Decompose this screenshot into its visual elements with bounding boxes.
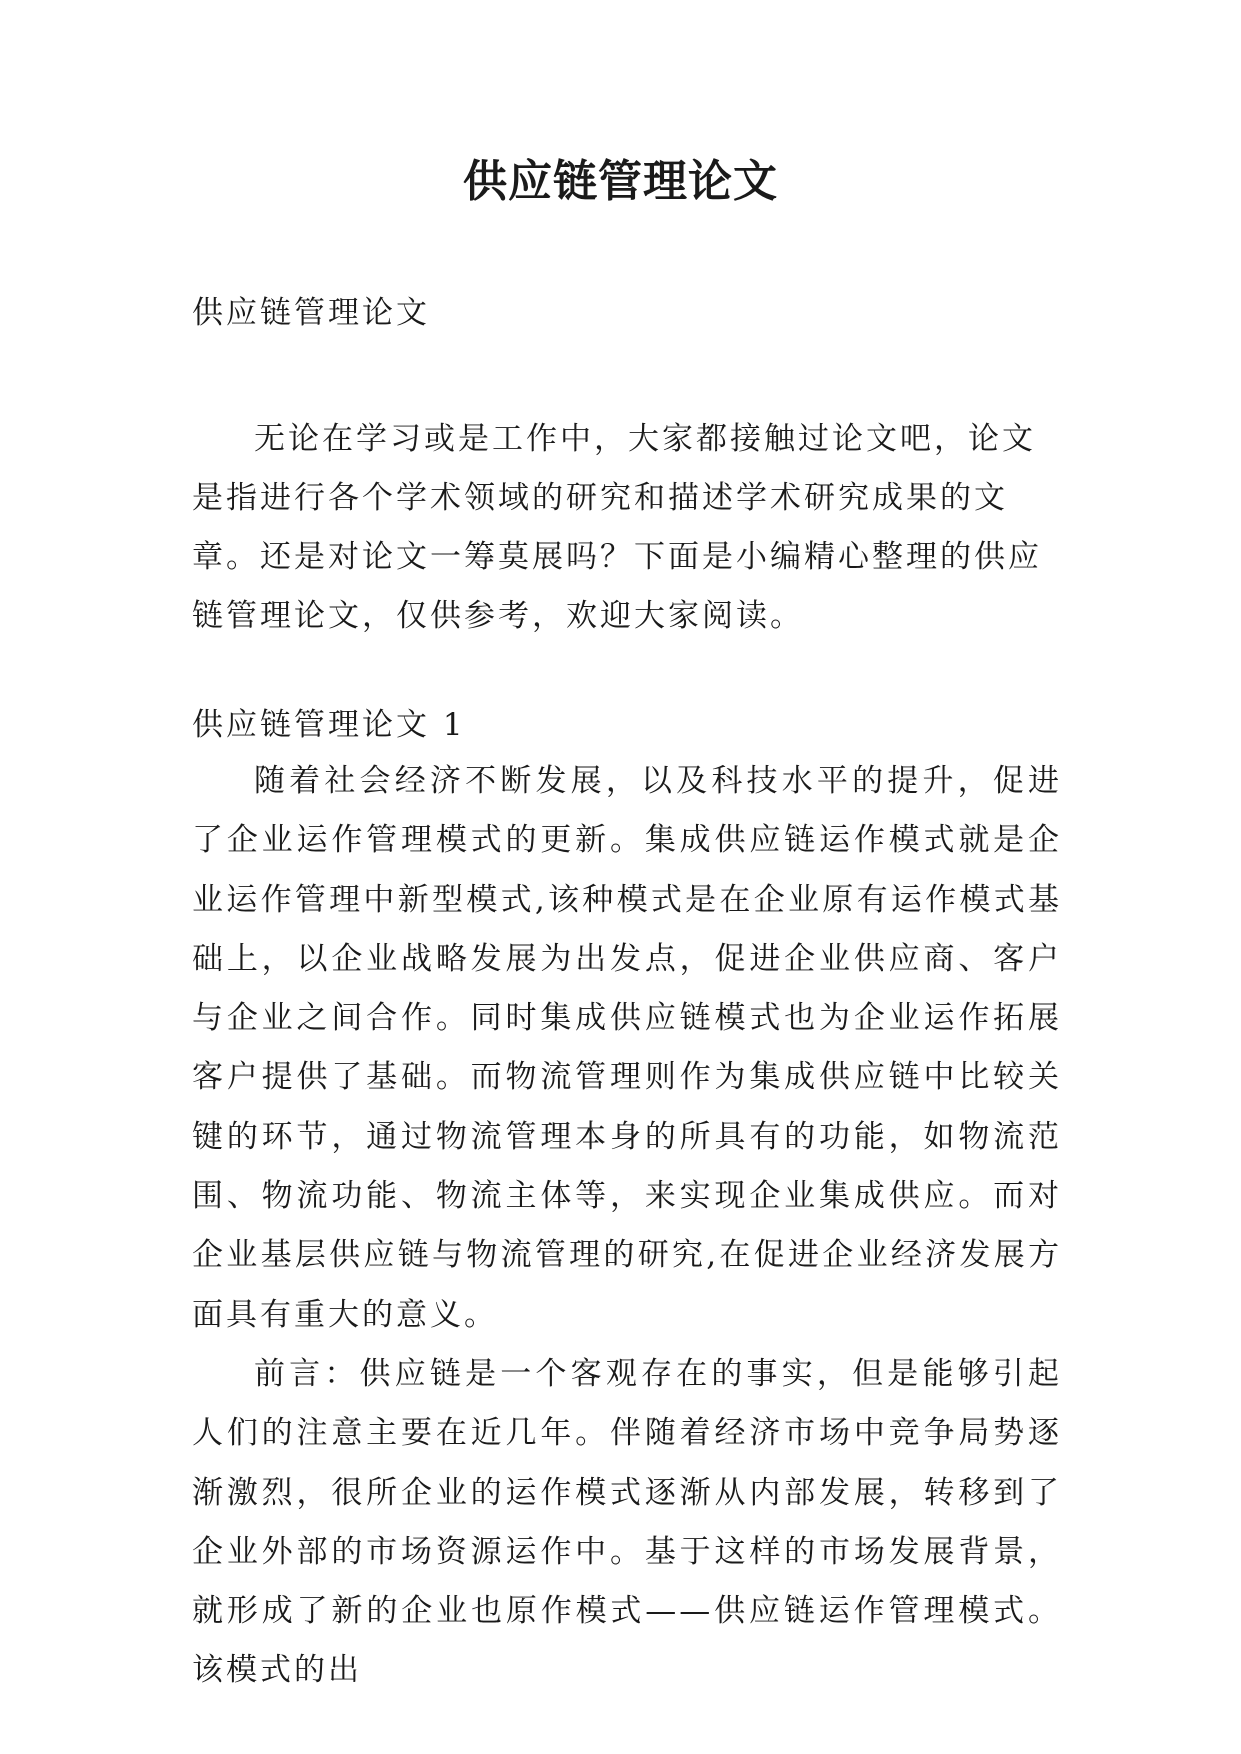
body-paragraph: 随着社会经济不断发展，以及科技水平的提升，促进了企业运作管理模式的更新。集成供应链运作模式就是企业运作管理中新型模式,该种模式是在企业原有运作模式基础上，以企业战略发展为出发点，促进企业供应商、客户与企业之间合作。同时集成供应链模式也为企业运作拓展客户提供了基础。而物流管理则作为集成供应链中比较关键的环节，通过物流管理本身的所具有的功能，如物流范围、物流功能、物流主体等，来实现企业集成供应。而对企业基层供应链与物流管理的研究,在促进企业经济发展方面具有重大的意义。 bbox=[192, 763, 1062, 1333]
body-paragraph: 前言：供应链是一个客观存在的事实，但是能够引起人们的注意主要在近几年。伴随着经济市场中竞争局势逐渐激烈，很所企业的运作模式逐渐从内部发展，转移到了企业外部的市场资源运作中。基于这样的市场发展背景，就形成了新的企业也原作模式——供应链运作管理模式。该模式的出 bbox=[192, 1355, 1062, 1689]
section-1 bbox=[192, 704, 1062, 1701]
section-heading: 供应链管理论文 1 bbox=[192, 707, 466, 743]
intro-paragraph: 无论在学习或是工作中，大家都接触过论文吧，论文是指进行各个学术领域的研究和描述学术研究成果的文章。还是对论文一筹莫展吗？下面是小编精心整理的供应链管理论文，仅供参考，欢迎大家阅读。 bbox=[192, 421, 1042, 634]
document-title: 供应链管理论文 bbox=[463, 156, 778, 207]
document-subtitle: 供应链管理论文 bbox=[192, 295, 430, 331]
